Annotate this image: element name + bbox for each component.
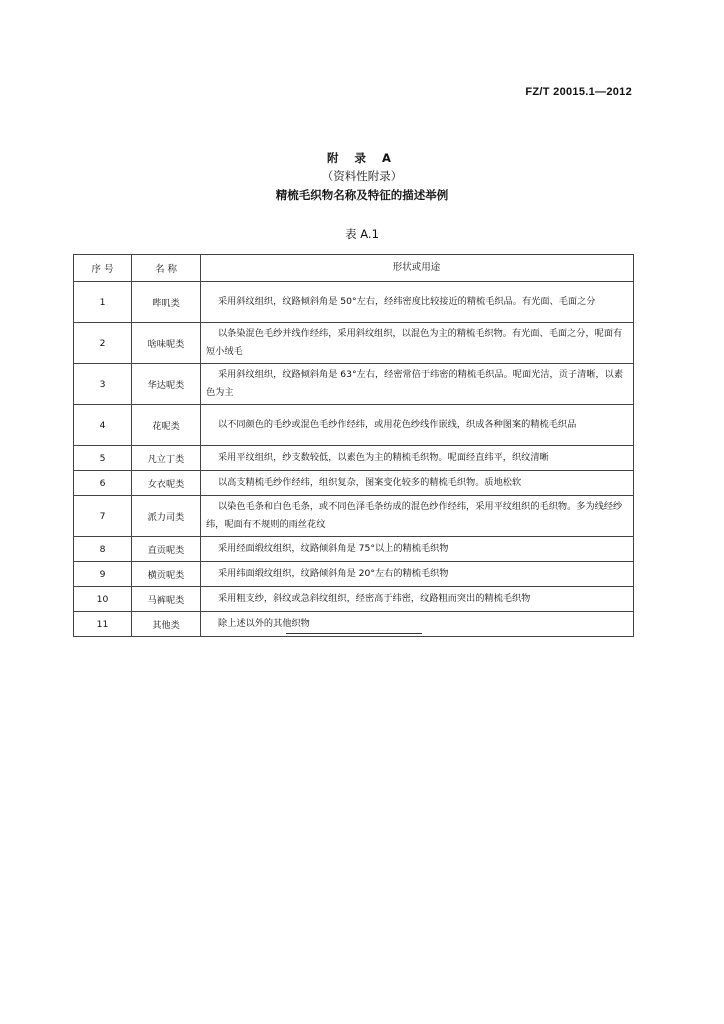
row-description: 采用纬面缎纹组织，纹路倾斜角是 20°左右的精梳毛织物 <box>217 568 449 579</box>
table-row <box>74 323 634 364</box>
fabric-description-table <box>73 254 634 637</box>
standard-number: FZ/T 20015.1—2012 <box>525 86 632 98</box>
row-name: 凡立丁类 <box>132 446 201 471</box>
row-name: 啥味呢类 <box>132 323 201 364</box>
row-description: 采用经面缎纹组织，纹路倾斜角是 75°以上的精梳毛织物 <box>217 543 449 554</box>
table-row <box>74 537 634 562</box>
table-row <box>74 496 634 537</box>
table-row <box>74 446 634 471</box>
row-name: 哔叽类 <box>132 282 201 323</box>
row-number: 9 <box>74 562 132 587</box>
table-header-row <box>74 255 634 282</box>
header-description: 形状或用途 <box>201 255 634 282</box>
header-number: 序 号 <box>74 255 132 282</box>
row-name: 横贡呢类 <box>132 562 201 587</box>
row-description: 采用平纹组织，纱支数较低，以素色为主的精梳毛织物。呢面经直纬平，织纹清晰 <box>217 452 549 463</box>
row-description: 采用斜纹组织，纹路倾斜角是 50°左右，经纬密度比较接近的精梳毛织品。有光面、毛面之分 <box>217 296 596 307</box>
row-description: 以高支精梳毛纱作经纬，组织复杂，图案变化较多的精梳毛织物。质地松软 <box>217 477 522 488</box>
row-name: 其他类 <box>132 612 201 637</box>
table-row <box>74 282 634 323</box>
table-caption: 表 A.1 <box>345 227 379 241</box>
row-description: 除上述以外的其他织物 <box>217 618 310 629</box>
row-number: 11 <box>74 612 132 637</box>
end-rule <box>286 633 422 634</box>
appendix-type: （资料性附录） <box>321 169 403 183</box>
table-row <box>74 471 634 496</box>
table-row <box>74 364 634 405</box>
table-row <box>74 405 634 446</box>
row-description: 以染色毛条和白色毛条，或不同色泽毛条纺成的混色纱作经纬，采用平纹组织的毛织物。多为线经纱纬，呢面有不规则的雨丝花纹 <box>206 501 623 530</box>
row-number: 8 <box>74 537 132 562</box>
row-description: 以不同颜色的毛纱或混色毛纱作经纬，或用花色纱线作嵌线，织成各种图案的精梳毛织品 <box>217 419 577 430</box>
row-number: 6 <box>74 471 132 496</box>
row-name: 华达呢类 <box>132 364 201 405</box>
row-description: 采用斜纹组织，纹路倾斜角是 63°左右，经密常倍于纬密的精梳毛织品。呢面光洁，贡子清晰，以素色为主 <box>206 369 624 398</box>
row-number: 4 <box>74 405 132 446</box>
table-row <box>74 587 634 612</box>
row-name: 女衣呢类 <box>132 471 201 496</box>
row-number: 7 <box>74 496 132 537</box>
row-number: 2 <box>74 323 132 364</box>
row-description: 以条染混色毛纱并线作经纬，采用斜纹组织，以混色为主的精梳毛织物。有光面、毛面之分，呢面有短小绒毛 <box>206 328 623 357</box>
appendix-title: 附 录 A <box>327 151 397 165</box>
row-number: 5 <box>74 446 132 471</box>
row-name: 直贡呢类 <box>132 537 201 562</box>
row-number: 3 <box>74 364 132 405</box>
row-description: 采用粗支纱，斜纹或急斜纹组织，经密高于纬密，纹路粗而突出的精梳毛织物 <box>217 593 531 604</box>
row-number: 10 <box>74 587 132 612</box>
row-name: 花呢类 <box>132 405 201 446</box>
row-number: 1 <box>74 282 132 323</box>
row-name: 马裤呢类 <box>132 587 201 612</box>
header-name: 名 称 <box>132 255 201 282</box>
appendix-subject: 精梳毛织物名称及特征的描述举例 <box>275 188 449 202</box>
row-name: 派力司类 <box>132 496 201 537</box>
table-row <box>74 562 634 587</box>
